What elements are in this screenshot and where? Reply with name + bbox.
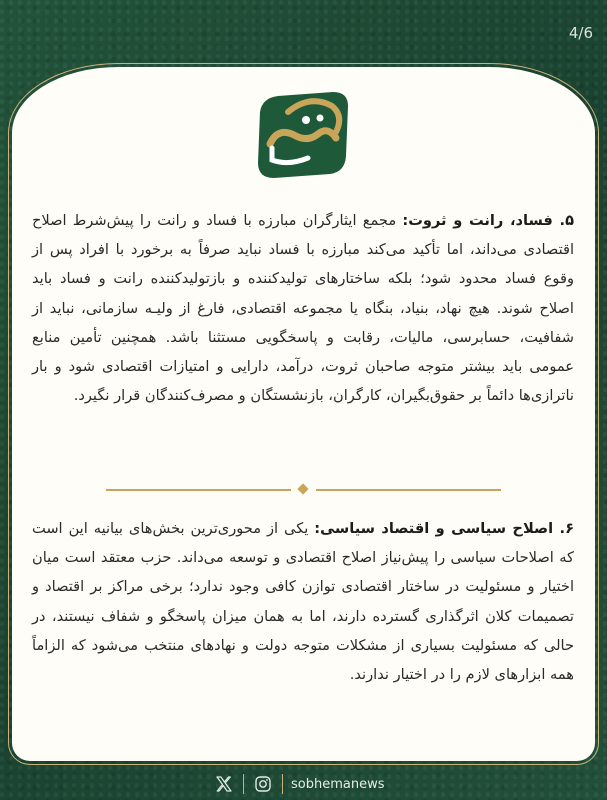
divider-diamond-icon — [297, 483, 308, 494]
footer-separator — [282, 774, 283, 794]
section-political-reform-heading: ۶. اصلاح سیاسی و اقتصاد سیاسی: — [314, 520, 574, 537]
x-icon[interactable] — [213, 773, 235, 795]
section-political-reform-body: یکی از محوری‌ترین بخش‌های بیانیه این است که اصلاحات سیاسی را پیش‌نیاز اصلاح اقتصادی و توسعه می‌داند. حزب معتقد است میان اختیار و مسئولیت در ساختار اقتصادی توازن کافی وجود ندارد؛ برخی مراکز بر اقتصاد و تصمیمات کلان اثرگذاری گسترده دارند، اما به همان میزان پاسخگو و شفاف نیستند، در حالی که مسئولیت بسیاری از مشکلات متوجه دولت و نهادهای منتخب می‌شود که الزاماً همه ابزارهای لازم را در اختیار ندارند. — [32, 520, 574, 684]
social-footer — [213, 771, 385, 797]
section-corruption-heading: ۵. فساد، رانت و ثروت: — [402, 212, 574, 229]
instagram-icon[interactable] — [252, 773, 274, 795]
sobh-ma-logo — [248, 86, 358, 184]
account-handle[interactable]: sobhemanews — [291, 776, 385, 792]
footer-separator — [243, 774, 244, 794]
section-corruption-body: مجمع ایثارگران مبارزه با فساد و رانت را پیش‌شرط اصلاح اقتصادی می‌داند، اما تأکید می‌کند مبارزه با فساد نباید صرفاً به برخورد با افراد پس از وقوع فساد محدود شود؛ بلکه ساختارهای تولیدکننده و بازتولیدکننده رانت و فساد باید اصلاح شوند. هیچ نهاد، بنیاد، بنگاه یا مجموعه اقتصادی، فارغ از ولیـه سازمانی، نباید از شفافیت، حسابرسی، مالیات، رقابت و پاسخگویی مستثنا باشد. همچنین تأمین منابع عمومی باید بیشتر متوجه صاحبان ثروت، درآمد، دارایی و امتیازات اقتصادی شود و بار ناترازی‌ها دائماً بر حقوق‌بگیران، کارگران، بازنشستگان و مصرف‌کنندگان قرار نگیرد. — [32, 212, 574, 405]
section-corruption — [32, 206, 574, 410]
section-political-reform — [32, 514, 574, 689]
page-counter: 4/6 — [568, 24, 593, 42]
section-divider — [106, 485, 501, 495]
